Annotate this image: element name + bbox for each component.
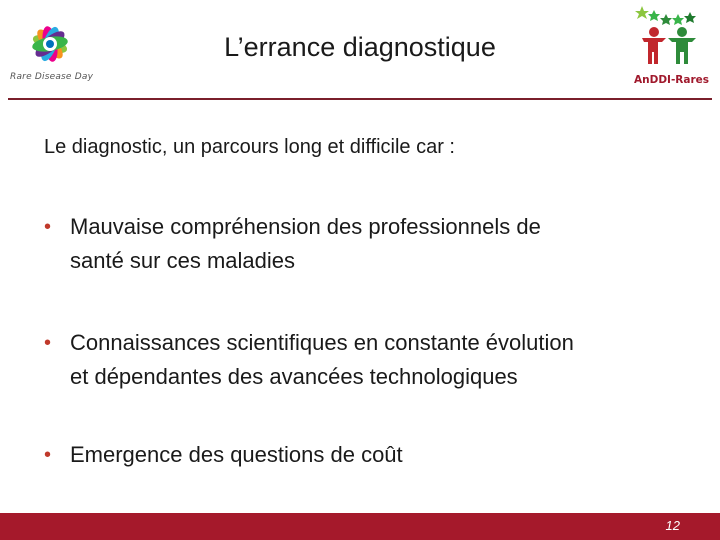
figures-stars-icon: [632, 2, 716, 72]
bullet-item: [44, 210, 541, 278]
bullet-text-line: Connaissances scientifiques en constante évolution: [70, 330, 574, 355]
bullet-text-line: santé sur ces maladies: [70, 248, 295, 273]
bullet-dot-icon: •: [44, 444, 52, 466]
bullet-dot-icon: •: [44, 332, 52, 354]
anddi-rares-logo: [632, 2, 716, 94]
page-number: 12: [665, 518, 680, 533]
anddi-rares-logo-text: AnDDI-Rares: [634, 74, 710, 86]
bullet-text-line: Emergence des questions de coût: [70, 442, 403, 467]
bullet-item: [44, 438, 403, 472]
header-divider: [8, 98, 712, 100]
bullet-item: [44, 326, 574, 394]
rare-disease-day-logo-text: Rare Disease Day: [10, 72, 94, 82]
intro-text: Le diagnostic, un parcours long et difficile car :: [44, 136, 455, 158]
page-title: L’errance diagnostique: [224, 32, 496, 62]
bullet-text-line: et dépendantes des avancées technologiques: [70, 364, 518, 389]
bullet-dot-icon: •: [44, 216, 52, 238]
footer-bar: [0, 513, 720, 540]
bullet-text-line: Mauvaise compréhension des professionnels de: [70, 214, 541, 239]
